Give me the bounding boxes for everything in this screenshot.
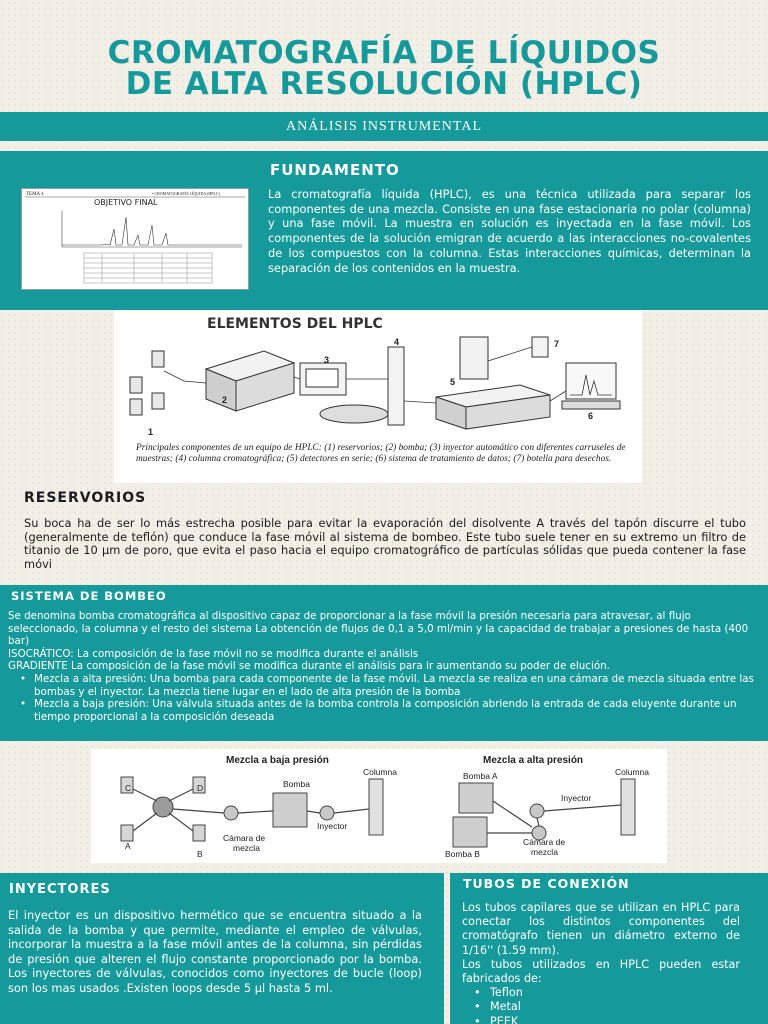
element-number-2: 2: [222, 395, 228, 405]
bombeo-text: [8, 610, 754, 723]
element-number-4: 4: [394, 337, 400, 347]
fundamento-text: La cromatografía líquida (HPLC), es una técnica utilizada para separar los componentes de una mezcla. Consiste en una fase estacionaria no polar (columna) y una fase móvil. La muestra en solución es inyectada en la fase móvil. Los componentes de la solución emigran de acuerdo a las interacciones no-covalentes de los compuestos con la columna. Estas interacciones químicas, determinan la separación de los contenidos en la muestra.: [268, 187, 751, 275]
objetivo-final-figure: [21, 188, 249, 290]
list-item: • Metal: [474, 1000, 740, 1014]
fundamento-heading: FUNDAMENTO: [270, 161, 400, 179]
inyectores-text: El inyector es un dispositivo hermético que se encuentra situado a la salida de la bomba y que permite, mediante el empleo de válvulas, incorporar la muestra a la fase móvil antes de la columna, sin pérdidas de presión que alteren el flujo constante proporcionado por la bomba. Los inyectores de válvulas, conocidos como inyectores de bucle (loop) son los mas usados .Existen loops desde 5 µl hasta 5 ml.: [8, 908, 422, 995]
alta-bomba-b-label: Bomba B: [445, 849, 480, 859]
page-title: [0, 35, 768, 102]
reservoir-1c: [130, 399, 142, 415]
bombeo-bullet-baja: • Mezcla a baja presión: Una válvula situada antes de la bomba controla la composición abriendo la entrada de cada eluyente durante un tiempo proporcional a la composición deseada: [8, 698, 754, 723]
element-number-3: 3: [324, 355, 330, 365]
element-number-5: 5: [450, 377, 456, 387]
list-item: • PEEK: [474, 1015, 740, 1024]
title-line-1: CROMATOGRAFÍA DE LÍQUIDOS: [107, 35, 661, 71]
mezcla-baja-title: Mezcla a baja presión: [226, 755, 329, 766]
baja-camara-label: Cámara de: [223, 833, 266, 843]
alta-bomba-a-label: Bomba A: [463, 771, 498, 781]
element-number-1: 1: [148, 427, 154, 437]
reservorios-heading: RESERVORIOS: [24, 490, 147, 506]
alta-camara-label: Cámara de: [523, 837, 566, 847]
alta-columna-label: Columna: [615, 767, 650, 777]
element-number-7: 7: [554, 339, 560, 349]
title-line-2: DE ALTA RESOLUCIÓN (HPLC): [125, 66, 643, 102]
reservoir-label-a: A: [125, 841, 131, 851]
bombeo-paragraph-3: GRADIENTE La composición de la fase móvil se modifica durante el análisis para ir aumentando su poder de elución.: [8, 660, 610, 673]
baja-mezcla-label: mezcla: [233, 843, 260, 853]
reservoir-label-b: B: [197, 849, 203, 859]
mezcla-alta-title: Mezcla a alta presión: [483, 755, 584, 766]
tubos-material-list: [462, 986, 740, 1024]
tubos-heading: TUBOS DE CONEXIÓN: [463, 876, 630, 891]
tubos-paragraph-1: Los tubos capilares que se utilizan en HPLC para conectar los distintos componentes del cromatógrafo tienen un diámetro externo de 1/16'' (1.59 mm).: [462, 901, 740, 957]
bombeo-paragraph-1: Se denomina bomba cromatográfica al dispositivo capaz de proporcionar a la fase móvil la presión necesaria para atravesar, al flujo seleccionado, la columna y el resto del sistema La obtención de flujos de 0,1 a 5,0 ml/min y la capacidad de trabajar a presiones de hasta (400 bar): [8, 610, 749, 648]
reservoir-label-d: D: [197, 783, 204, 793]
figure-tema: TEMA 4: [26, 192, 44, 197]
inyectores-heading: INYECTORES: [9, 882, 111, 897]
bombeo-paragraph-2: ISOCRÁTICO: La composición de la fase móvil no se modifica durante el análisis: [8, 647, 419, 660]
baja-bomba-label: Bomba: [283, 779, 310, 789]
alta-inyector-label: Inyector: [561, 793, 592, 803]
mezcla-figure: [91, 749, 667, 863]
figure-header-right: • CROMATOGRAFÍA LÍQUIDA (HPLC): [152, 191, 220, 196]
reservoir-1d: [152, 393, 164, 409]
tubos-paragraph-2: Los tubos utilizados en HPLC pueden estar fabricados de:: [462, 957, 740, 986]
bombeo-heading: SISTEMA DE BOMBEO: [11, 589, 167, 603]
tubos-text: [462, 901, 740, 1024]
baja-inyector-label: Inyector: [317, 821, 348, 831]
elementos-caption: Principales componentes de un equipo de HPLC: (1) reservorios; (2) bomba; (3) inyector automático con diferentes carruseles de muestras; (4) columna cromatográfica; (5) detectores en serie; (6) sistema de tratamiento de datos; (7) botella para desechos.: [136, 443, 626, 464]
elementos-figure: [114, 311, 642, 483]
reservoir-1b: [130, 377, 142, 393]
baja-columna-label: Columna: [363, 767, 398, 777]
subtitle-band: ANÁLISIS INSTRUMENTAL: [0, 112, 768, 141]
elementos-title: ELEMENTOS DEL HPLC: [207, 316, 383, 332]
reservoir-1a: [152, 351, 164, 367]
reservoir-label-c: C: [125, 783, 132, 793]
figure-title: OBJETIVO FINAL: [94, 198, 158, 207]
list-item: • Teflon: [474, 986, 740, 1000]
alta-mezcla-label: mezcla: [531, 847, 558, 857]
bombeo-bullet-alta: • Mezcla a alta presión: Una bomba para cada componente de la fase móvil. La mezcla se realiza en una cámara de mezcla situada entre las bombas y el inyector. La mezcla tiene lugar en el lado de alta presión de la bomba: [8, 673, 754, 698]
element-number-6: 6: [588, 411, 594, 421]
reservorios-text: Su boca ha de ser lo más estrecha posible para evitar la evaporación del disolvente A través del tapón discurre el tubo (generalmente de teflón) que conduce la fase móvil al sistema de bombeo. Este tubo suele tener en su extremo un filtro de titanio de 10 µm de poro, que evita el paso hacia el equipo cromatográfico de partículas sólidas que pueda contener la fase móvi: [24, 516, 746, 571]
